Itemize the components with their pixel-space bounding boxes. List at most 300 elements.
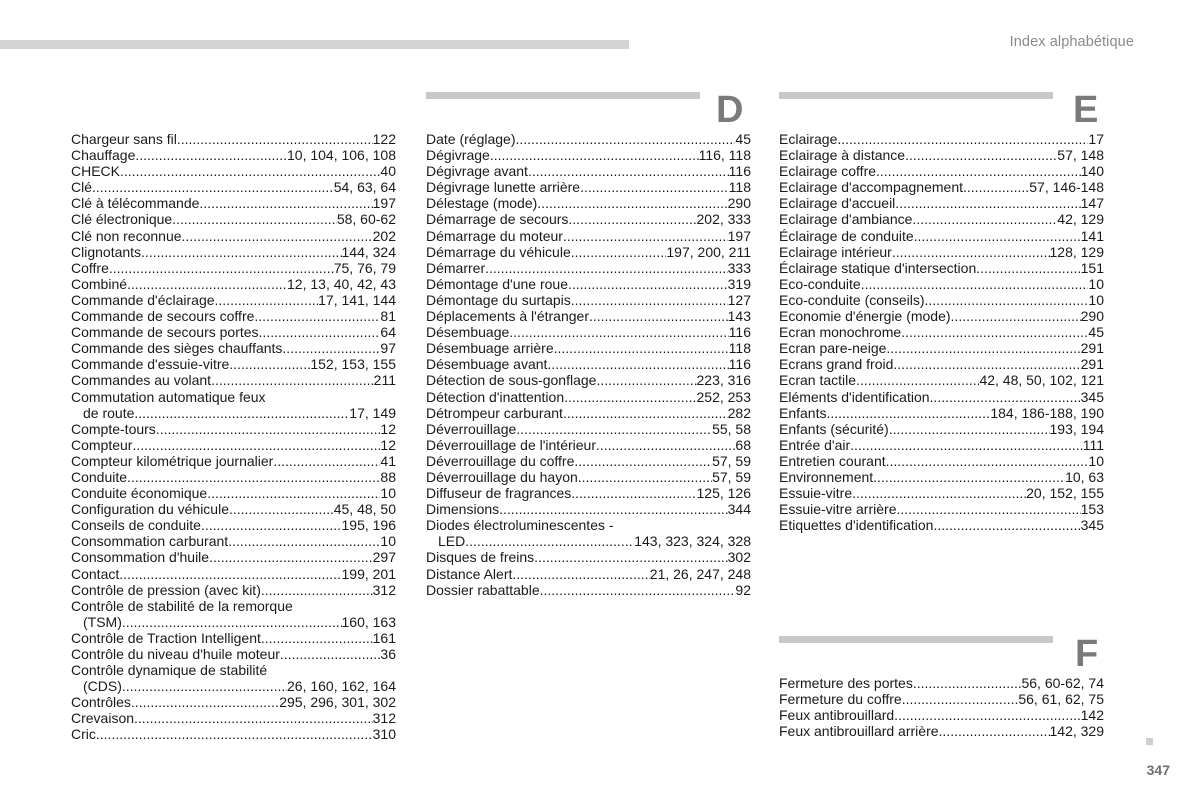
index-term: Commandes au volant [71,372,212,389]
index-page-refs: 290 [727,195,751,212]
index-entry [779,469,1104,485]
dot-leader [215,292,319,308]
index-term: Éclairage de conduite [779,227,914,244]
index-term: Dégivrage avant [426,163,528,180]
index-page-refs: 202 [372,227,396,244]
index-entry [779,501,1104,517]
index-entry [71,437,396,453]
dot-leader [563,405,728,421]
index-page-refs: 92 [735,581,751,598]
dot-leader [886,453,1089,469]
dot-leader [951,308,1081,324]
index-entry [426,292,751,308]
dot-leader [889,421,1050,437]
dot-leader [122,614,342,630]
index-entry [71,195,396,211]
index-entry [779,675,1104,691]
index-term: Désembuage arrière [426,340,554,357]
index-entry [779,131,1104,147]
index-page-refs: 45 [735,131,751,147]
dot-leader [490,147,699,163]
dot-leader [578,469,712,485]
dot-leader [856,372,979,388]
index-page-refs: 45 [1088,324,1104,341]
dot-leader [547,356,728,372]
index-term: Feux antibrouillard [779,707,895,724]
index-page-refs: 75, 76, 79 [333,259,396,276]
index-entry [779,260,1104,276]
dot-leader [261,582,373,598]
index-page-refs: 17, 141, 144 [318,291,396,308]
index-page-refs: 202, 333 [696,211,751,228]
dot-leader [199,195,372,211]
index-term: Eclairage coffre [779,163,877,180]
index-page-refs: 116 [728,163,751,180]
index-term: Eclairage [779,131,838,147]
dot-leader [896,501,1080,517]
index-term: Dimensions [426,501,500,518]
index-page-refs: 195, 196 [341,517,396,534]
index-column-d [426,131,751,598]
index-page-refs: 41 [380,452,396,469]
index-term: Eco-conduite [779,275,861,292]
index-term: Contrôle de stabilité de la remorque [71,597,293,614]
index-page-refs: 118 [728,179,751,196]
dot-leader [568,211,696,227]
index-term: Déplacements à l'étranger [426,308,589,325]
index-page-refs: 147 [1080,195,1104,212]
index-term: Diffuseur de fragrances [426,485,572,502]
index-page-refs: 291 [1080,356,1104,373]
section-rule [779,92,1053,99]
index-term: Conduite économique [71,485,208,502]
index-entry [779,179,1104,195]
index-term: Commutation automatique feux [71,388,266,405]
dot-leader [905,147,1057,163]
index-entry [426,582,751,598]
dot-leader [540,582,736,598]
dot-leader [571,244,667,260]
index-term: Fermeture des portes [779,675,913,691]
dot-leader [135,147,287,163]
dot-leader [177,131,373,147]
index-term: (TSM) [83,613,122,630]
index-page-refs: 10 [380,533,396,550]
index-page-refs: 26, 160, 162, 164 [287,678,396,695]
index-entry [426,453,751,469]
index-page-refs: 12 [380,420,396,437]
dot-leader [228,533,380,549]
index-entry [71,726,396,742]
dot-leader [571,485,696,501]
section-header-e [779,89,1104,136]
index-page-refs: 312 [372,710,396,727]
dot-leader [534,549,727,565]
index-entry [426,501,751,517]
index-term: LED [438,533,466,550]
dot-leader [930,389,1081,405]
index-entry [779,453,1104,469]
index-term: Déverrouillage de l'intérieur [426,436,596,453]
dot-leader [892,244,1050,260]
dot-leader [282,340,380,356]
index-entry [426,131,751,147]
dot-leader [873,469,1065,485]
index-entry [71,549,396,565]
index-term: Ecran tactile [779,372,857,389]
index-page-refs: 57, 146-148 [1029,179,1104,196]
index-page-refs: 116 [728,356,751,373]
index-entry [779,163,1104,179]
index-term: Contact [71,565,120,582]
index-page-refs: 197, 200, 211 [666,243,751,260]
dot-leader [201,517,342,533]
index-term: Contrôle de Traction Intelligent [71,629,261,646]
dot-leader [913,675,1022,691]
index-page-refs: 111 [1082,436,1104,453]
index-entry [71,308,396,324]
index-entry [779,437,1104,453]
index-page-refs: 141 [1080,227,1104,244]
dot-leader [120,163,380,179]
index-entry [71,614,396,630]
dot-leader [580,179,729,195]
index-entry [71,646,396,662]
index-term: Disques de freins [426,549,535,566]
index-entry [71,356,396,372]
index-term: Eclairage d'ambiance [779,211,913,228]
index-entry [426,405,751,421]
index-page-refs: 345 [1080,388,1104,405]
index-term: Diodes électroluminescentes - [426,517,614,534]
index-entry [426,228,751,244]
index-term: Compteur kilométrique journalier [71,452,274,469]
dot-leader [876,163,1081,179]
dot-leader [273,453,380,469]
index-page-refs: 197 [372,195,396,212]
index-term: Compteur [71,436,133,453]
index-entry [71,517,396,533]
index-page-refs: 42, 129 [1057,211,1104,228]
index-entry [779,517,1104,533]
page-number: 347 [1146,762,1170,778]
dot-leader [852,485,1026,501]
dot-leader [280,646,381,662]
index-entry [426,211,751,227]
dot-leader [509,324,728,340]
dot-leader [465,533,634,549]
index-entry [426,276,751,292]
index-column-c [71,131,396,743]
index-entry [71,211,396,227]
index-page-refs: 144, 324 [341,243,396,260]
index-term: Conseils de conduite [71,517,201,534]
index-entry [426,469,751,485]
index-term: Crevaison [71,710,135,727]
index-page-refs: 199, 201 [341,565,396,582]
index-term: Démontage du surtapis [426,291,571,308]
index-page-refs: 184, 186-188, 190 [990,404,1104,421]
dot-leader [134,710,373,726]
index-entry [71,405,396,421]
dot-leader [96,726,373,742]
index-term: Déverrouillage [426,420,517,437]
dot-leader [156,421,381,437]
index-term: Eclairage à distance [779,147,906,164]
index-entry [71,421,396,437]
index-page-refs: 319 [727,275,751,292]
section-rule [779,636,1053,643]
index-entry [779,723,1104,739]
index-term: Démarrage du moteur [426,227,563,244]
index-term: Dossier rabattable [426,581,540,598]
index-entry [71,598,396,614]
index-term: Enfants (sécurité) [779,420,889,437]
index-page-refs: 17 [1088,131,1104,147]
index-term: Essuie-vitre [779,485,853,502]
index-page-refs: 10 [1088,275,1104,292]
index-entry [426,372,751,388]
index-entry [426,437,751,453]
index-entry [426,147,751,163]
index-page-refs: 57, 59 [712,452,751,469]
index-entry [426,179,751,195]
index-entry [426,533,751,549]
index-term: Démarrage du véhicule [426,243,571,260]
index-page-refs: 127 [727,291,751,308]
index-term: CHECK [71,163,121,180]
index-term: Ecrans grand froid [779,356,894,373]
index-entry [779,195,1104,211]
index-entry [71,662,396,678]
index-page-refs: 295, 296, 301, 302 [279,694,396,711]
dot-leader [254,308,380,324]
dot-leader [574,453,712,469]
dot-leader [207,485,380,501]
index-term: Commande d'essuie-vitre [71,356,230,373]
index-page-refs: 12, 13, 40, 42, 43 [287,275,396,292]
index-entry [426,260,751,276]
index-page-refs: 345 [1080,517,1104,534]
index-term: Coffre [71,259,109,276]
dot-leader [837,131,1088,147]
index-term: Désembuage [426,324,510,341]
dot-leader [528,163,729,179]
index-term: Clé non reconnue [71,227,182,244]
index-term: Clé à télécommande [71,195,200,212]
index-entry [71,389,396,405]
index-page-refs: 36 [380,646,396,662]
dot-leader [211,372,374,388]
index-term: Détection de sous-gonflage [426,372,597,389]
index-entry [71,292,396,308]
dot-leader [259,324,381,340]
dot-leader [925,292,1089,308]
index-page-refs: 10, 63 [1065,468,1104,485]
index-entry [71,340,396,356]
index-term: Chargeur sans fil [71,131,177,147]
index-page-refs: 125, 126 [696,485,751,502]
running-head: Index alphabétique [1009,34,1134,50]
index-entry [71,630,396,646]
dot-leader [886,340,1080,356]
index-term: Désembuage avant [426,356,548,373]
dot-leader [933,517,1080,533]
index-term: Feux antibrouillard arrière [779,723,939,740]
index-page-refs: 142 [1080,707,1104,724]
index-entry [426,566,751,582]
index-page-refs: 223, 316 [696,372,751,389]
dot-leader [141,244,341,260]
section-letter-e: E [1073,89,1099,131]
index-entry [779,340,1104,356]
index-page-refs: 211 [373,372,396,389]
index-term: Ecran pare-neige [779,340,887,357]
index-page-refs: 17, 149 [349,404,396,421]
index-page-refs: 57, 148 [1057,147,1104,164]
index-page-refs: 151 [1080,259,1104,276]
section-letter-f: F [1075,633,1099,675]
header-decor-bar [0,40,629,49]
index-entry [779,707,1104,723]
index-term: Commande des sièges chauffants [71,340,283,357]
index-entry [779,228,1104,244]
index-page-refs: 143 [727,308,751,325]
index-page-refs: 116, 118 [698,147,751,164]
index-term: Contrôle dynamique de stabilité [71,662,268,679]
dot-leader [134,405,349,421]
dot-leader [596,372,696,388]
index-entry [779,389,1104,405]
index-entry [71,501,396,517]
index-entry [779,211,1104,227]
index-entry [71,372,396,388]
index-page-refs: 344 [727,501,751,518]
index-page-refs: 64 [380,324,396,341]
dot-leader [122,678,287,694]
section-letter-d: D [716,89,744,131]
index-page-refs: 333 [727,259,751,276]
index-page-refs: 197 [727,227,751,244]
index-entry [71,147,396,163]
index-page-refs: 40 [380,163,396,180]
index-page-refs: 118 [728,340,751,357]
index-entry [426,389,751,405]
index-entry [426,308,751,324]
index-entry [71,694,396,710]
dot-leader [109,260,334,276]
index-term: Eclairage d'accompagnement [779,179,964,196]
index-term: Date (réglage) [426,131,516,147]
index-page-refs: 56, 60-62, 74 [1021,675,1104,691]
index-term: Clé [71,179,93,196]
index-entry [779,292,1104,308]
dot-leader [939,723,1050,739]
index-entry [426,517,751,533]
index-page-refs: 68 [735,436,751,453]
index-entry [426,549,751,565]
index-entry [71,485,396,501]
index-term: Éclairage statique d'intersection [779,259,977,276]
index-entry [426,324,751,340]
dot-leader [127,469,380,485]
index-page-refs: 142, 329 [1049,723,1104,740]
index-page-refs: 291 [1080,340,1104,357]
index-page-refs: 143, 323, 324, 328 [634,533,751,550]
index-page-refs: 55, 58 [712,420,751,437]
dot-leader [826,405,990,421]
dot-leader [132,437,380,453]
index-entry [71,582,396,598]
index-term: Ecran monochrome [779,324,902,341]
index-term: Combiné [71,275,128,292]
index-term: Déverrouillage du hayon [426,468,578,485]
index-entry [779,356,1104,372]
dot-leader [895,195,1080,211]
index-page-refs: 128, 129 [1049,243,1104,260]
index-page-refs: 252, 253 [696,388,751,405]
dot-leader [499,501,728,517]
index-entry [71,453,396,469]
dot-leader [963,179,1029,195]
index-page-refs: 302 [727,549,751,566]
index-page-refs: 10 [380,485,396,502]
index-term: Commande de secours coffre [71,308,255,325]
index-page-refs: 21, 26, 247, 248 [649,565,751,582]
index-entry [426,340,751,356]
index-term: Conduite [71,468,128,485]
index-term: Clé électronique [71,211,173,228]
dot-leader [512,566,649,582]
dot-leader [596,437,735,453]
index-entry [779,372,1104,388]
index-entry [779,308,1104,324]
index-entry [779,324,1104,340]
index-term: Commande de secours portes [71,324,259,341]
index-page-refs: 153 [1080,501,1104,518]
index-term: Contrôle du niveau d'huile moteur [71,646,280,662]
index-entry [426,163,751,179]
index-entry [779,405,1104,421]
dot-leader [914,228,1081,244]
dot-leader [901,324,1088,340]
dot-leader [893,356,1080,372]
index-page-refs: 54, 63, 64 [333,179,396,196]
index-term: Distance Alert [426,565,513,582]
index-entry [71,710,396,726]
index-page-refs: 312 [372,581,396,598]
index-page-refs: 152, 153, 155 [310,356,396,373]
index-term: Eclairage d'accueil [779,195,896,212]
index-page-refs: 58, 60-62 [336,211,396,228]
index-entry [779,691,1104,707]
index-term: Fermeture du coffre [779,691,902,708]
dot-leader [861,276,1089,292]
dot-leader [894,707,1080,723]
index-entry [426,195,751,211]
index-entry [71,566,396,582]
index-entry [426,421,751,437]
index-term: Eco-conduite (conseils) [779,291,925,308]
index-term: Consommation carburant [71,533,229,550]
index-page-refs: 161 [372,629,396,646]
index-page-refs: 20, 152, 155 [1026,485,1104,502]
index-term: de route [83,404,135,421]
index-entry [71,228,396,244]
index-column-e [779,131,1104,533]
index-page-refs: 81 [380,308,396,325]
index-page-refs: 10, 104, 106, 108 [287,147,396,164]
